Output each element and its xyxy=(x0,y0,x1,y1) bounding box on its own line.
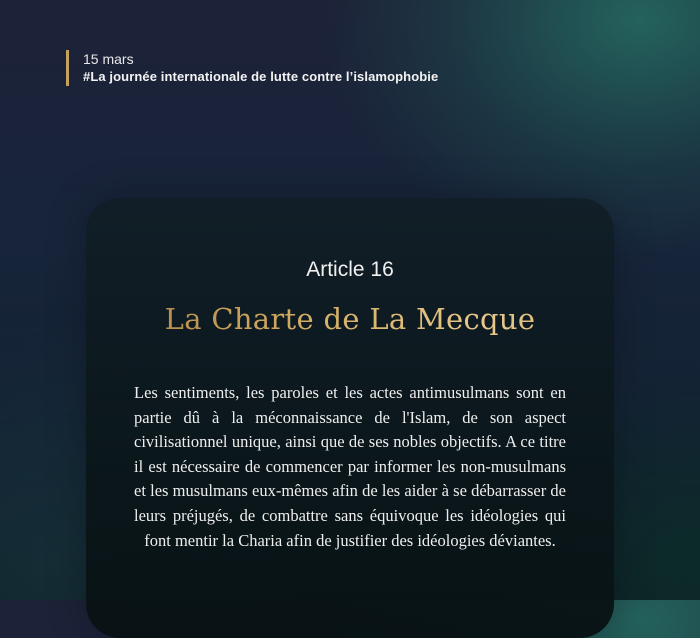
header-block xyxy=(66,50,438,86)
article-body: Les sentiments, les paroles et les actes antimusulmans sont en partie dû à la méconnaissance de l'Islam, de son aspect civilisationnel unique, ainsi que de ses nobles objectifs. A ce titre il est nécessaire de commencer par informer les non-musulmans et les musulmans eux-mêmes afin de les aider à se débarrasser de leurs préjugés, de combattre sans équivoque les idéologies qui font mentir la Charia afin de justifier des idéologies déviantes. xyxy=(134,383,566,550)
page-title: La Charte de La Mecque xyxy=(0,302,700,336)
header-date: 15 mars xyxy=(83,51,134,67)
header-hashtag: #La journée internationale de lutte contre l’islamophobie xyxy=(83,69,439,84)
article-label: Article 16 xyxy=(306,258,394,281)
